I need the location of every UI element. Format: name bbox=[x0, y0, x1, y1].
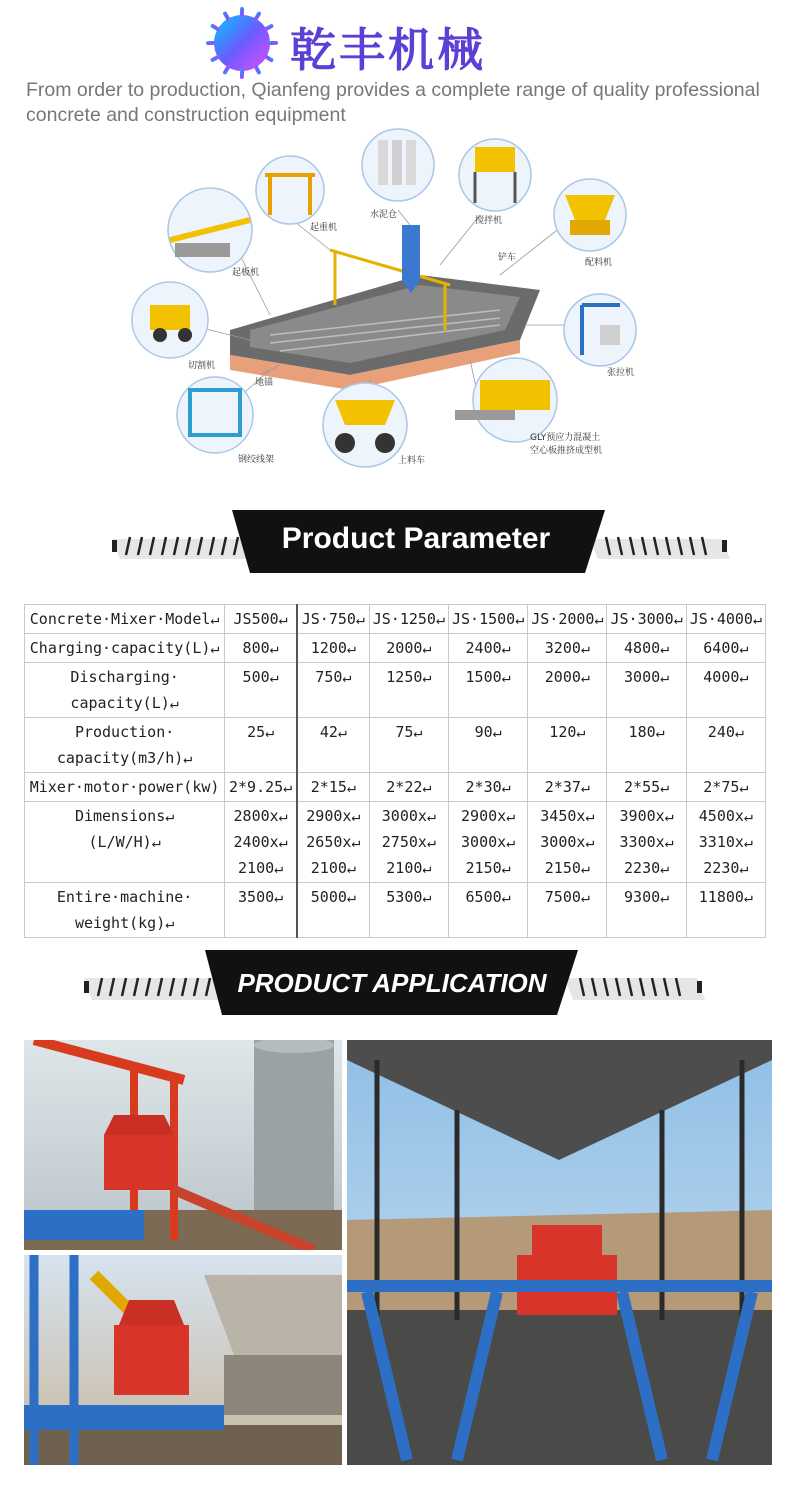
table-cell: JS·2000↵ bbox=[528, 605, 607, 634]
label-board-lifter: 起板机 bbox=[232, 268, 260, 278]
table-cell: 75↵ bbox=[369, 718, 448, 773]
banner-stripe-left bbox=[112, 537, 258, 559]
table-cell: 3450x↵ 3000x↵ 2150↵ bbox=[528, 802, 607, 883]
table-cell: JS·1500↵ bbox=[448, 605, 527, 634]
table-cell: 1500↵ bbox=[448, 663, 527, 718]
table-cell: 5000↵ bbox=[297, 883, 369, 938]
gantry-crane-bubble bbox=[256, 156, 324, 224]
table-cell: 4000↵ bbox=[686, 663, 765, 718]
table-cell: 800↵ bbox=[225, 634, 297, 663]
table-cell: 3200↵ bbox=[528, 634, 607, 663]
label-gantry-crane: 起重机 bbox=[310, 223, 338, 233]
label-feeder-truck: 上料车 bbox=[398, 456, 426, 466]
table-cell: 2000↵ bbox=[369, 634, 448, 663]
table-row bbox=[25, 773, 766, 802]
table-cell: 4800↵ bbox=[607, 634, 686, 663]
table-cell: 2*55↵ bbox=[607, 773, 686, 802]
equipment-layout-diagram bbox=[120, 125, 650, 485]
brand-logo-icon bbox=[205, 6, 279, 80]
label-extruder-line2: 空心板推挤成型机 bbox=[530, 446, 603, 456]
table-row bbox=[25, 634, 766, 663]
application-photo-mixer-gantry bbox=[24, 1040, 342, 1250]
application-photo-mixer-shed bbox=[347, 1040, 772, 1465]
product-application-title: PRODUCT APPLICATION bbox=[237, 968, 547, 998]
table-cell: 6500↵ bbox=[448, 883, 527, 938]
label-extruder-line1: GLY预应力混凝土 bbox=[530, 433, 601, 443]
table-cell: 500↵ bbox=[225, 663, 297, 718]
table-cell: JS·1250↵ bbox=[369, 605, 448, 634]
table-cell: JS·3000↵ bbox=[607, 605, 686, 634]
label-anchor: 地锚 bbox=[255, 378, 274, 388]
product-application-banner bbox=[0, 950, 789, 1020]
table-cell: 240↵ bbox=[686, 718, 765, 773]
table-cell: 11800↵ bbox=[686, 883, 765, 938]
table-cell: 2900x↵ 3000x↵ 2150↵ bbox=[448, 802, 527, 883]
row-label: Production· capacity(m3/h)↵ bbox=[25, 718, 225, 773]
label-tensioner: 张拉机 bbox=[607, 368, 635, 378]
table-cell: 2*15↵ bbox=[297, 773, 369, 802]
table-cell: 25↵ bbox=[225, 718, 297, 773]
row-label: Discharging· capacity(L)↵ bbox=[25, 663, 225, 718]
table-cell: 90↵ bbox=[448, 718, 527, 773]
banner-stripe-right bbox=[565, 978, 705, 1000]
table-cell: 1200↵ bbox=[297, 634, 369, 663]
table-row bbox=[25, 663, 766, 718]
table-cell: 1250↵ bbox=[369, 663, 448, 718]
table-cell: 4500x↵ 3310x↵ 2230↵ bbox=[686, 802, 765, 883]
mixer-bubble bbox=[459, 139, 531, 211]
tensioner-bubble bbox=[564, 294, 636, 366]
table-cell: 3900x↵ 3300x↵ 2230↵ bbox=[607, 802, 686, 883]
table-cell: JS·750↵ bbox=[297, 605, 369, 634]
label-cutter: 切割机 bbox=[188, 361, 216, 371]
batcher-bubble bbox=[554, 179, 626, 251]
table-row bbox=[25, 802, 766, 883]
table-cell: 2800x↵ 2400x↵ 2100↵ bbox=[225, 802, 297, 883]
table-cell: 3000x↵ 2750x↵ 2100↵ bbox=[369, 802, 448, 883]
tagline: From order to production, Qianfeng provides a complete range of quality professional concrete and construction equipment bbox=[26, 79, 760, 126]
table-cell: 5300↵ bbox=[369, 883, 448, 938]
label-cement-silo: 水泥仓 bbox=[370, 210, 398, 220]
row-label: Mixer·motor·power(kw) bbox=[25, 773, 225, 802]
table-cell: JS·4000↵ bbox=[686, 605, 765, 634]
feeder-truck-bubble bbox=[323, 383, 407, 467]
table-cell: 42↵ bbox=[297, 718, 369, 773]
label-strand-rack: 钢绞线架 bbox=[238, 455, 275, 465]
label-mixer: 搅拌机 bbox=[475, 216, 503, 226]
row-label: Dimensions↵ (L/W/H)↵ bbox=[25, 802, 225, 883]
product-parameter-title: Product Parameter bbox=[281, 522, 551, 555]
table-row bbox=[25, 883, 766, 938]
brand-name: 乾丰机械 bbox=[290, 23, 486, 77]
table-cell: 3500↵ bbox=[225, 883, 297, 938]
label-batcher: 配料机 bbox=[585, 258, 613, 268]
table-cell: 2000↵ bbox=[528, 663, 607, 718]
cement-silo-bubble bbox=[362, 129, 434, 201]
table-cell: 2*9.25↵ bbox=[225, 773, 297, 802]
table-cell: 2400↵ bbox=[448, 634, 527, 663]
cutter-bubble bbox=[132, 282, 208, 358]
row-label: Concrete·Mixer·Model↵ bbox=[25, 605, 225, 634]
product-parameter-banner bbox=[0, 507, 789, 577]
extruder-bubble bbox=[455, 358, 557, 442]
table-cell: 2*37↵ bbox=[528, 773, 607, 802]
table-cell: 6400↵ bbox=[686, 634, 765, 663]
table-cell: 3000↵ bbox=[607, 663, 686, 718]
table-cell: 180↵ bbox=[607, 718, 686, 773]
board-lifter-bubble bbox=[168, 188, 252, 272]
table-cell: 7500↵ bbox=[528, 883, 607, 938]
table-cell: 2900x↵ 2650x↵ 2100↵ bbox=[297, 802, 369, 883]
banner-stripe-left bbox=[84, 978, 230, 1000]
table-cell: 9300↵ bbox=[607, 883, 686, 938]
table-cell: 750↵ bbox=[297, 663, 369, 718]
row-label: Entire·machine· weight(kg)↵ bbox=[25, 883, 225, 938]
table-cell: 2*22↵ bbox=[369, 773, 448, 802]
table-row bbox=[25, 718, 766, 773]
application-photo-mixer-batcher bbox=[24, 1255, 342, 1465]
table-cell: JS500↵ bbox=[225, 605, 297, 634]
strand-rack-bubble bbox=[177, 377, 253, 453]
label-loader: 铲车 bbox=[498, 253, 517, 263]
banner-stripe-right bbox=[590, 537, 730, 559]
parameter-table bbox=[24, 604, 766, 938]
table-row bbox=[25, 605, 766, 634]
row-label: Charging·capacity(L)↵ bbox=[25, 634, 225, 663]
table-cell: 2*75↵ bbox=[686, 773, 765, 802]
table-cell: 120↵ bbox=[528, 718, 607, 773]
silo-shape bbox=[402, 225, 420, 280]
table-cell: 2*30↵ bbox=[448, 773, 527, 802]
